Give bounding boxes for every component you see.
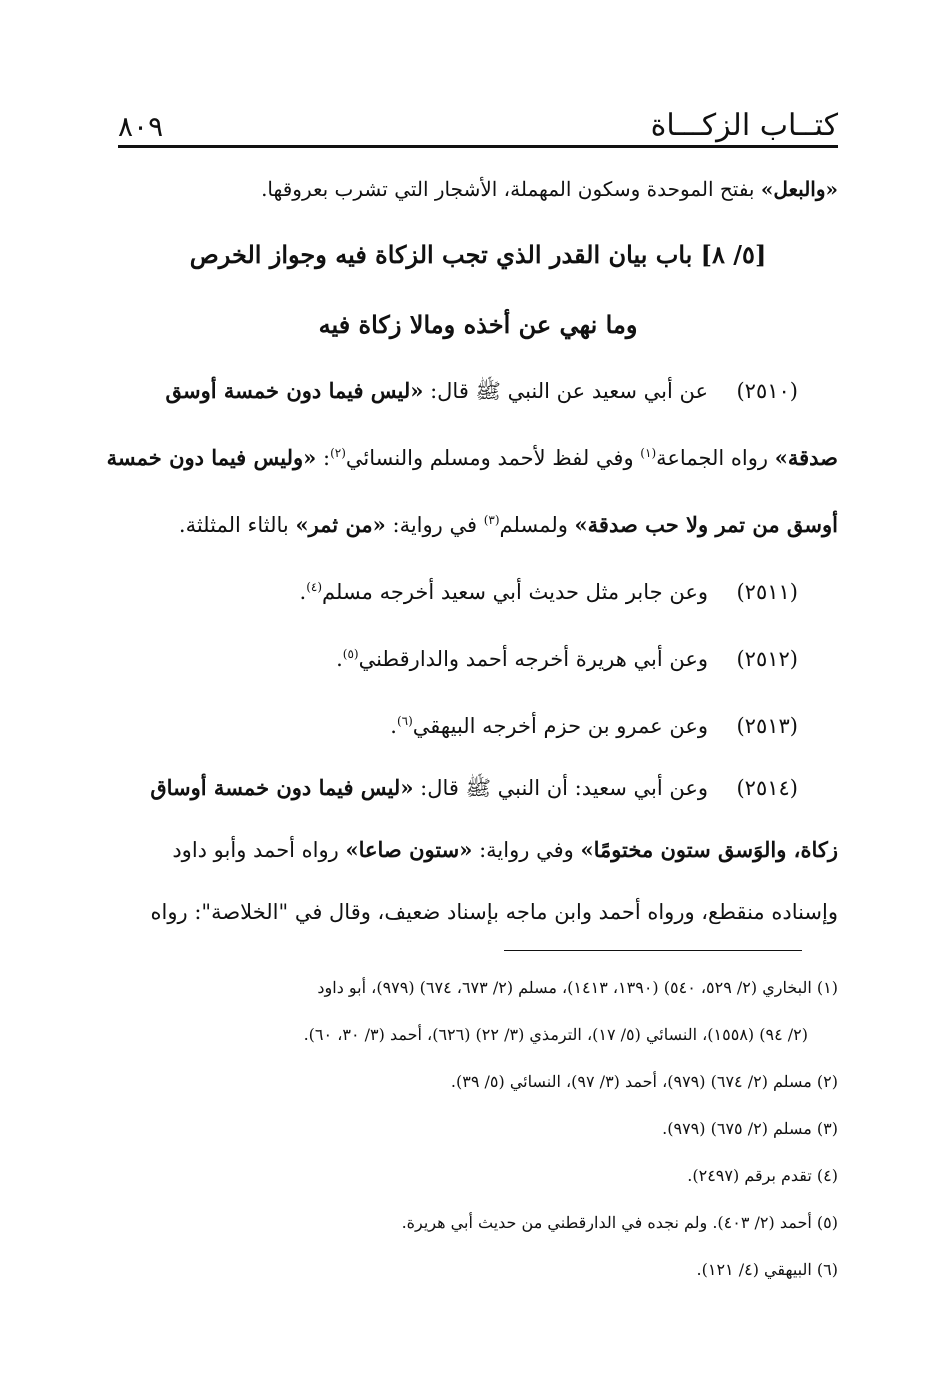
hadith-2514-line-2 <box>118 819 838 881</box>
hadith-2514 <box>118 757 838 943</box>
chapter-title-line-1: [٥/ ٨] باب بيان القدر الذي تجب الزكاة فيه وجواز الخرص <box>189 240 767 269</box>
hadith-quote: «من ثمر» <box>295 512 386 537</box>
hadith-quote: زكاة، والوَسق ستون مختومًا» <box>580 837 838 862</box>
hadith-2510-line-2 <box>106 422 838 489</box>
footnote-3: (٣) مسلم (٢/ ٦٧٥) (٩٧٩). <box>662 1119 838 1138</box>
hadith-2514-line-1 <box>118 757 838 819</box>
hadith-text: وفي لفظ لأحمد ومسلم والنسائي <box>345 446 641 470</box>
hadith-text-end: . <box>390 714 397 738</box>
footnote-separator <box>504 950 802 951</box>
hadith-number: (٢٥١٠) <box>736 379 798 403</box>
hadith-quote: «وليس فيما دون خمسة <box>106 445 317 470</box>
hadith-quote: «ليس فيما دون خمسة أوساق <box>150 775 414 800</box>
hadith-2510-line-1 <box>118 360 838 422</box>
intro-term: «والبعل» <box>760 177 838 201</box>
hadith-quote: صدقة» <box>774 445 838 470</box>
hadith-text-end: . <box>299 580 307 604</box>
hadith-text: وعن عمرو بن حزم أخرجه البيهقي <box>412 714 708 738</box>
footnote-2: (٢) مسلم (٢/ ٦٧٤) (٩٧٩)، أحمد (٣/ ٩٧)، النسائي (٥/ ٣٩). <box>450 1072 838 1091</box>
hadith-text: وعن أبي سعيد: أن النبي ﷺ قال: <box>413 776 708 800</box>
hadith-2513 <box>118 690 838 757</box>
footnotes <box>118 964 838 1293</box>
footnote-6: (٦) البيهقي (٤/ ١٢١). <box>696 1260 838 1279</box>
hadith-text: وفي رواية: <box>472 838 581 862</box>
chapter-title-line-2: وما نهي عن أخذه ومالا زكاة فيه <box>318 310 638 339</box>
hadith-2510 <box>106 360 838 556</box>
page-content <box>106 95 838 943</box>
hadith-number: (٢٥١١) <box>736 580 798 604</box>
hadith-text: وعن أبي هريرة أخرجه أحمد والدارقطني <box>358 647 708 671</box>
footnote-ref[interactable]: (٣) <box>483 513 500 527</box>
footnote-ref[interactable]: (٥) <box>342 647 359 661</box>
page-number: ٨٠٩ <box>118 110 164 143</box>
footnote-5: (٥) أحمد (٢/ ٤٠٣). ولم نجده في الدارقطني من حديث أبي هريرة. <box>401 1213 838 1232</box>
hadith-2514-line-3: وإسناده منقطع، ورواه أحمد وابن ماجه بإسناد ضعيف، وقال في "الخلاصة": رواه <box>150 900 838 924</box>
footnote-4: (٤) تقدم برقم (٢٤٩٧). <box>687 1166 838 1185</box>
footnote-1: (١) البخاري (٢/ ٥٢٩، ٥٤٠) (١٣٩٠، ١٤١٣)، مسلم (٢/ ٦٧٣، ٦٧٤) (٩٧٩)، أبو داود <box>317 978 838 997</box>
intro-line <box>118 158 838 220</box>
chapter-heading <box>118 220 838 360</box>
hadith-number: (٢٥١٢) <box>736 647 798 671</box>
hadith-text: : <box>316 446 331 470</box>
hadith-text: وعن جابر مثل حديث أبي سعيد أخرجه مسلم <box>322 580 708 604</box>
running-header <box>118 95 838 148</box>
hadith-quote: أوسق من تمر ولا حب صدقة» <box>574 512 838 537</box>
footnote-ref[interactable]: (٤) <box>306 580 323 594</box>
intro-definition: بفتح الموحدة وسكون المهملة، الأشجار التي تشرب بعروقها. <box>261 177 761 201</box>
hadith-2511 <box>118 556 838 623</box>
hadith-text: بالثاء المثلثة. <box>178 513 296 537</box>
hadith-number: (٢٥١٣) <box>736 714 798 738</box>
hadith-2512 <box>118 623 838 690</box>
footnote-1-continued: (٢/ ٩٤) (١٥٥٨)، النسائي (٥/ ١٧)، الترمذي (٣/ ٢٢) (٦٢٦)، أحمد (٣/ ٣٠، ٦٠). <box>303 1025 808 1044</box>
footnote-ref[interactable]: (٢) <box>330 446 346 460</box>
hadith-text: في رواية: <box>385 513 484 537</box>
main-text <box>106 158 838 943</box>
hadith-number: (٢٥١٤) <box>736 776 798 800</box>
footnote-ref[interactable]: (١) <box>640 446 657 460</box>
hadith-text: عن أبي سعيد عن النبي ﷺ قال: <box>423 379 708 403</box>
hadith-2510-line-3 <box>118 489 838 556</box>
book-title: كتــاب الزكـــاة <box>650 108 838 143</box>
hadith-text: رواه أحمد وأبو داود <box>172 838 346 862</box>
hadith-text-end: . <box>336 647 343 671</box>
hadith-quote: «ستون صاعا» <box>345 837 473 862</box>
hadith-quote: «ليس فيما دون خمسة أوسق <box>165 378 424 403</box>
hadith-text: رواه الجماعة <box>656 446 775 470</box>
hadith-text: ولمسلم <box>499 513 575 537</box>
footnote-ref[interactable]: (٦) <box>396 714 413 728</box>
